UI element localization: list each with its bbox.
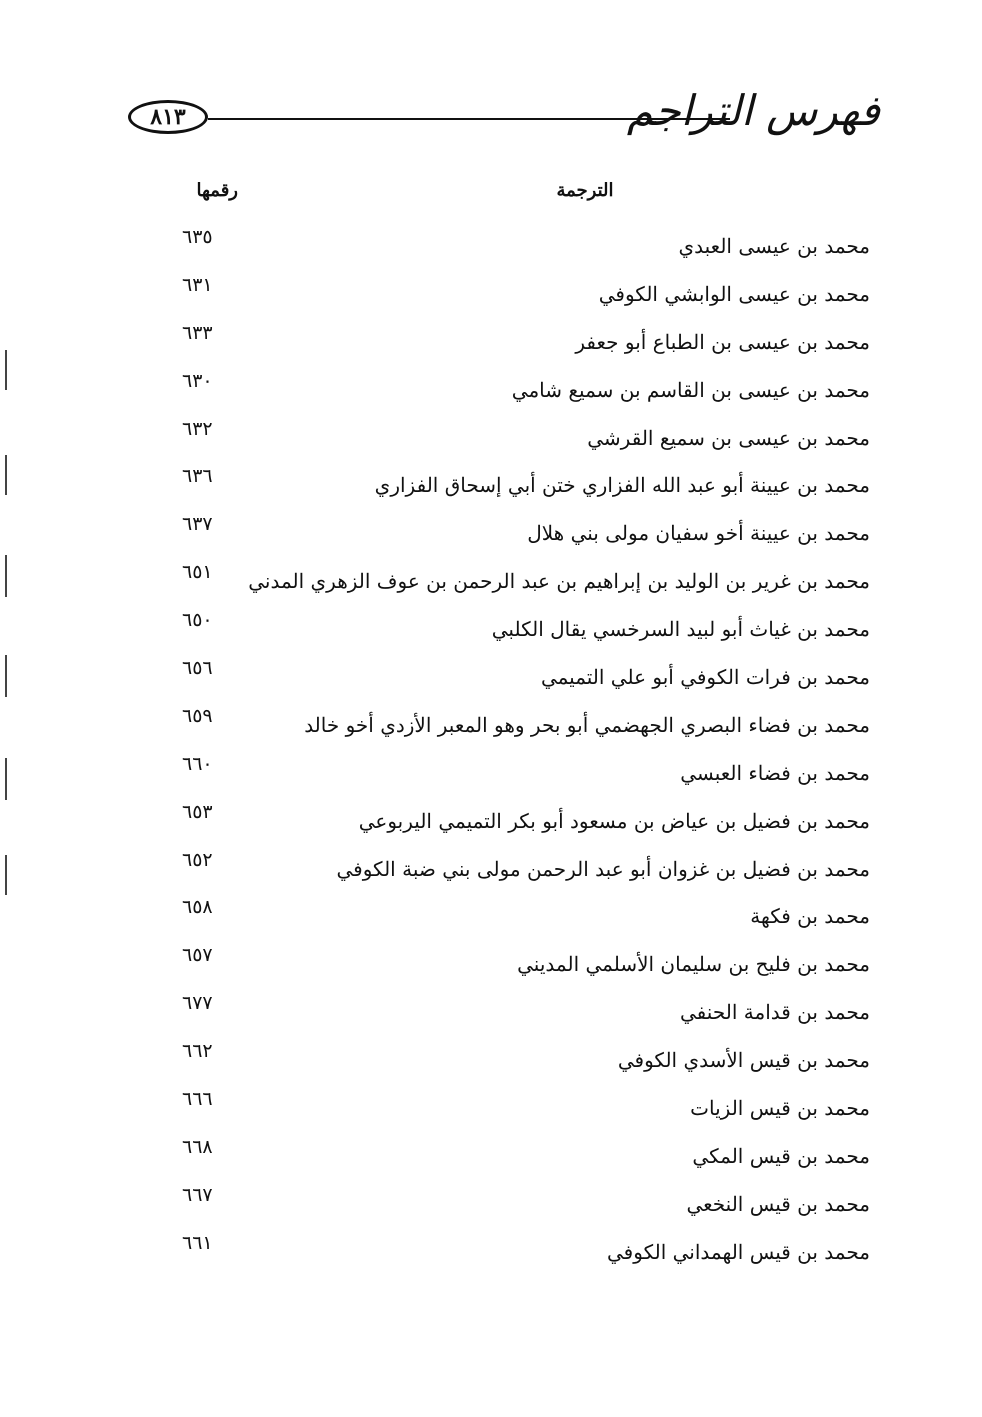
list-item [150,459,880,507]
entry-number: ٦٦٨ [182,1135,213,1158]
entry-name: محمد بن فليح بن سليمان الأسلمي المديني [517,952,870,977]
entry-number: ٦٣٧ [182,513,213,536]
entry-name: محمد بن فضيل بن عياض بن مسعود أبو بكر التميمي اليربوعي [358,808,870,833]
page-number-badge [128,100,208,134]
entry-number: ٦٥٦ [182,657,213,680]
list-item [150,1226,880,1274]
entries-list [150,220,880,1274]
scan-mark [5,758,7,800]
entry-name: محمد بن فرات الكوفي أبو علي التميمي [540,665,870,690]
entry-name: محمد بن عيسى العبدي [678,234,870,258]
entry-name: محمد بن غرير بن الوليد بن إبراهيم بن عبد الرحمن بن عوف الزهري المدني [248,569,870,594]
list-item [150,603,880,651]
running-title: فهرس التراجم [626,86,880,135]
list-item [150,1130,880,1178]
entry-number: ٦٣٦ [182,465,213,488]
entry-number: ٦٦٢ [182,1040,213,1063]
page-header [128,88,880,168]
entry-name: محمد بن فضيل بن غزوان أبو عبد الرحمن مولى بني ضبة الكوفي [336,856,870,881]
entry-number: ٦٦١ [182,1231,213,1254]
entry-name: محمد بن عيسى الوابشي الكوفي [598,281,870,306]
entry-name: محمد بن قيس الهمداني الكوفي [607,1239,870,1264]
entry-number: ٦٥٣ [182,800,213,823]
scan-mark [5,455,7,495]
entry-name: محمد بن قيس الزيات [690,1096,870,1121]
list-item [150,651,880,699]
entry-number: ٦٦٧ [182,1183,213,1206]
entry-name: محمد بن عيينة أبو عبد الله الفزاري ختن أبي إسحاق الفزاري [374,473,870,498]
entry-name: محمد بن فضاء البصري الجهضمي أبو بحر وهو المعبر الأزدي أخو خالد [304,712,870,737]
entry-name: محمد بن فضاء العبسي [680,760,870,785]
entry-name: محمد بن قيس الأسدي الكوفي [617,1048,870,1073]
list-item [150,795,880,843]
list-item [150,986,880,1034]
entry-number: ٦٥٨ [182,896,213,919]
entry-number: ٦٣٠ [182,369,213,392]
entry-number: ٦٥٢ [182,848,213,871]
list-item [150,507,880,555]
list-item [150,316,880,364]
entry-number: ٦٥٠ [182,609,213,632]
list-item [150,747,880,795]
list-item [150,843,880,891]
list-item [150,699,880,747]
list-item [150,268,880,316]
list-item [150,555,880,603]
entry-number: ٦٣٢ [182,417,213,440]
list-item [150,938,880,986]
list-item [150,1178,880,1226]
entry-name: محمد بن عيسى بن القاسم بن سميع شامي [511,377,870,402]
list-item [150,412,880,460]
entry-name: محمد بن قيس المكي [692,1143,870,1168]
entry-number: ٦٥٩ [182,704,213,727]
column-header-number: رقمها [196,180,238,201]
entry-name: محمد بن قدامة الحنفي [680,1000,870,1025]
list-item [150,1082,880,1130]
entry-number: ٦٦٦ [182,1088,213,1111]
entry-name: محمد بن فكهة [750,904,870,929]
list-item [150,890,880,938]
entry-number: ٦٣١ [182,273,213,296]
entry-number: ٦٥١ [182,561,213,584]
entry-name: محمد بن عيسى بن الطباع أبو جعفر [575,329,870,354]
entry-number: ٦٥٧ [182,944,213,967]
entry-number: ٦٣٣ [182,321,213,344]
scan-mark [5,855,7,895]
column-header-name: الترجمة [556,180,614,201]
scan-mark [5,350,7,390]
entry-name: محمد بن غياث أبو لبيد السرخسي يقال الكلبي [491,617,870,642]
list-item [150,364,880,412]
page-number: ٨١٣ [150,104,186,130]
entry-name: محمد بن عيسى بن سميع القرشي [587,425,870,450]
entry-number: ٦٧٧ [182,992,213,1015]
entry-name: محمد بن عيينة أخو سفيان مولى بني هلال [527,521,870,546]
entry-number: ٦٦٠ [182,752,213,775]
list-item [150,220,880,268]
scan-mark [5,555,7,597]
scan-mark [5,655,7,697]
entry-name: محمد بن قيس النخعي [686,1191,870,1216]
entry-number: ٦٣٥ [182,226,213,248]
list-item [150,1034,880,1082]
